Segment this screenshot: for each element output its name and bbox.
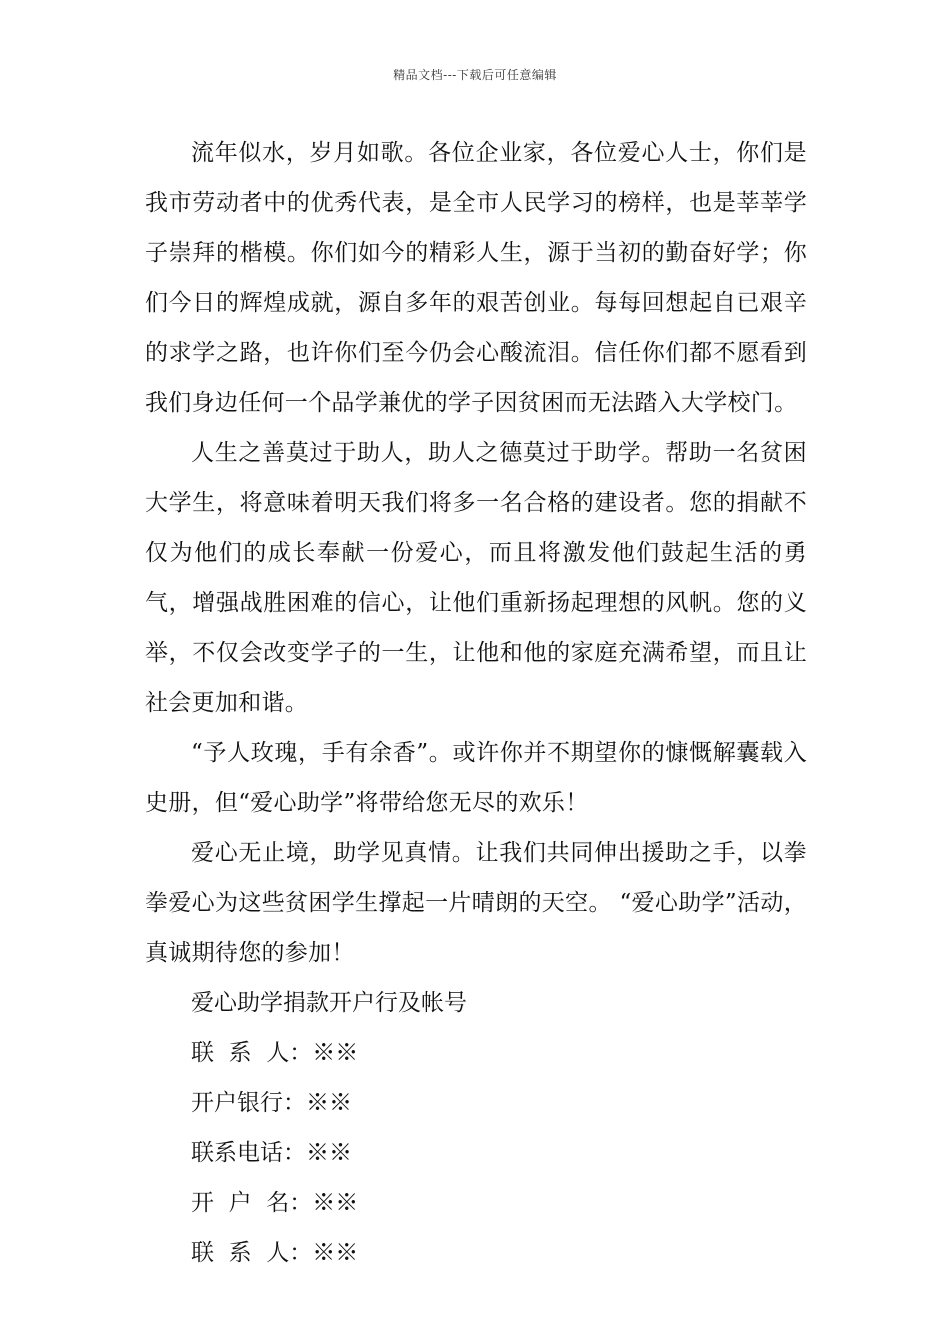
paragraph: 流年似水，岁月如歌。各位企业家，各位爱心人士，你们是我市劳动者中的优秀代表，是全市人民学习的榜样，也是莘莘学子崇拜的楷模。你们如今的精彩人生，源于当初的勤奋好学；你们今日的辉煌成就，源自多年的艰苦创业。每每回想起自已艰辛的求学之路，也许你们至今仍会心酸流泪。信任你们都不愿看到我们身边任何一个品学兼优的学子因贫困而无法踏入大学校门。 (145, 140, 807, 416)
paragraph: “予人玫瑰，手有余香”。或许你并不期望你的慷慨解囊载入史册，但“爱心助学”将带给您无尽的欢乐！ (145, 740, 807, 816)
account-name-line: 开 户 名：※※ (191, 1190, 359, 1216)
paragraph: 人生之善莫过于助人，助人之德莫过于助学。帮助一名贫困大学生，将意味着明天我们将多一名合格的建设者。您的捐献不仅为他们的成长奉献一份爱心，而且将激发他们鼓起生活的勇气，增强战胜困难的信心，让他们重新扬起理想的风帆。您的义举，不仅会改变学子的一生，让他和他的家庭充满希望，而且让社会更加和谐。 (145, 440, 807, 716)
account-info-title: 爱心助学捐款开户行及帐号 (191, 990, 467, 1016)
contact-person-line: 联 系 人：※※ (191, 1040, 359, 1066)
bank-line: 开户银行：※※ (191, 1090, 352, 1116)
document-body (145, 128, 807, 1278)
contact-person-line: 联 系 人：※※ (191, 1240, 359, 1266)
paragraph: 爱心无止境，助学见真情。让我们共同伸出援助之手，以拳拳爱心为这些贫困学生撑起一片晴朗的天空。 “爱心助学”活动，真诚期待您的参加！ (145, 840, 807, 966)
phone-line: 联系电话：※※ (191, 1140, 352, 1166)
page-header: 精品文档---下载后可任意编辑 (393, 68, 557, 82)
